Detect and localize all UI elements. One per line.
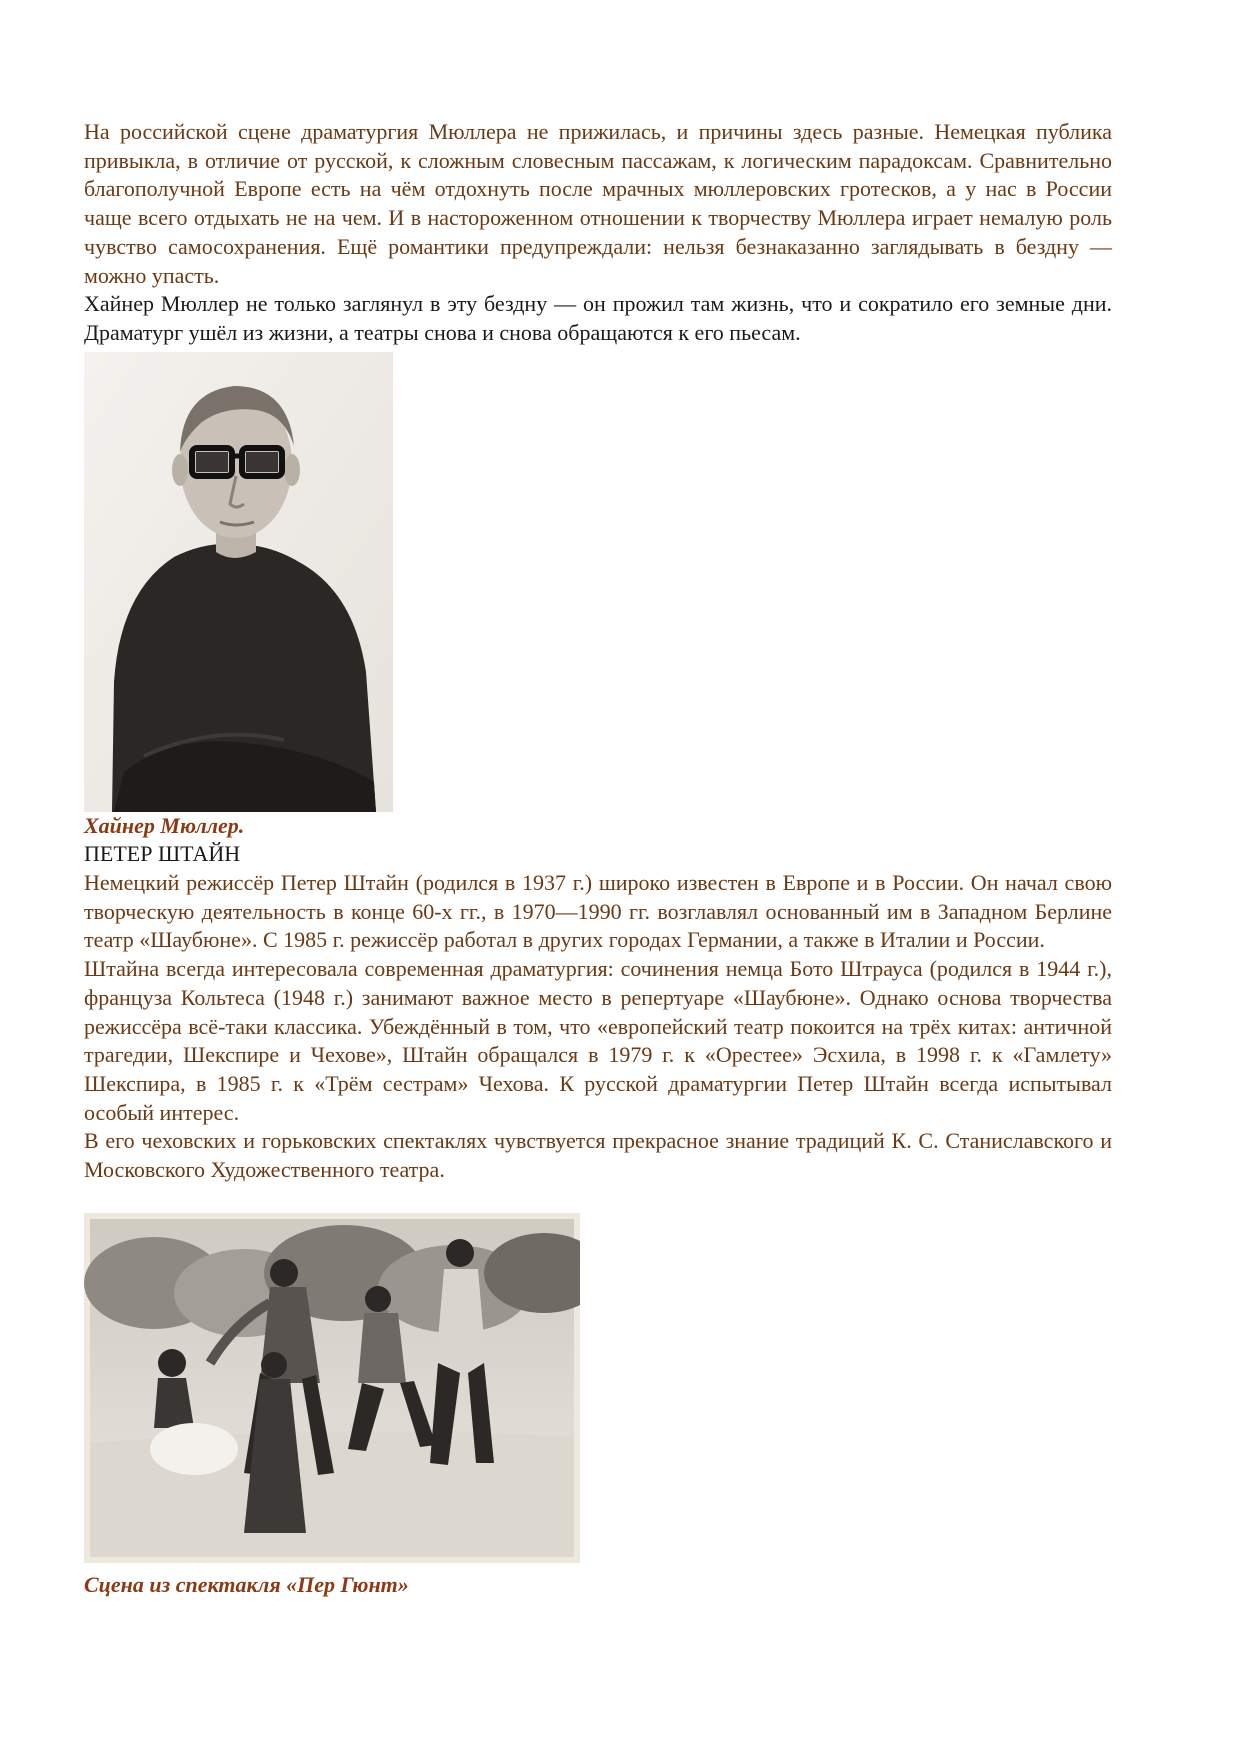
scene-caption: Сцена из спектакля «Пер Гюнт»: [84, 1571, 409, 1597]
portrait-photo-heiner-muller: [84, 352, 393, 812]
portrait-caption: Хайнер Мюллер.: [84, 812, 245, 838]
document-page: [84, 118, 1112, 1599]
intro-paragraph: На российской сцене драматургия Мюллера не прижилась, и причины здесь разные. Немецкая публика привыкла, в отличие от русской, к сложным словесным пассажам, к логическим парадоксам. Сравнительно благополучной Европе есть на чём отдохнуть после мрачных мюллеровских гротесков, а у нас в России чаще всего отдыхать не на чем. И в настороженном отношении к творчеству Мюллера играет немалую роль чувство самосохранения. Ещё романтики предупреждали: нельзя безнаказанно заглядывать в бездну — можно упасть.: [84, 119, 1112, 288]
stein-paragraph-3: В его чеховских и горьковских спектаклях чувствуется прекрасное знание традиций К. С. Станиславского и Московского Художественного театра.: [84, 1128, 1112, 1183]
scene-photo-peer-gynt: [84, 1213, 580, 1563]
section-heading: ПЕТЕР ШТАЙН: [84, 841, 241, 867]
closing-paragraph: Хайнер Мюллер не только заглянул в эту бездну — он прожил там жизнь, что и сократило его земные дни. Драматург ушёл из жизни, а театры снова и снова обращаются к его пьесам.: [84, 291, 1112, 345]
stein-paragraph-1: Немецкий режиссёр Петер Штайн (родился в 1937 г.) широко известен в Европе и в России. Он начал свою творческую деятельность в конце 60-х гг., в 1970—1990 гг. возглавлял основанный им в Западном Берлине театр «Шаубюне». С 1985 г. режиссёр работал в других городах Германии, а также в Италии и России.: [84, 870, 1112, 953]
stein-paragraph-2: Штайна всегда интересовала современная драматургия: сочинения немца Бото Штрауса (родился в 1944 г.), француза Кольтеса (1948 г.) занимают важное место в репертуаре «Шаубюне». Однако основа творчества режиссёра всё-таки классика. Убеждённый в том, что «европейский театр покоится на трёх китах: античной трагедии, Шекспире и Чехове», Штайн обращался в 1979 г. к «Орестее» Эсхила, в 1998 г. к «Гамлету» Шекспира, в 1985 г. к «Трём сестрам» Чехова. К русской драматургии Петер Штайн всегда испытывал особый интерес.: [84, 956, 1112, 1125]
